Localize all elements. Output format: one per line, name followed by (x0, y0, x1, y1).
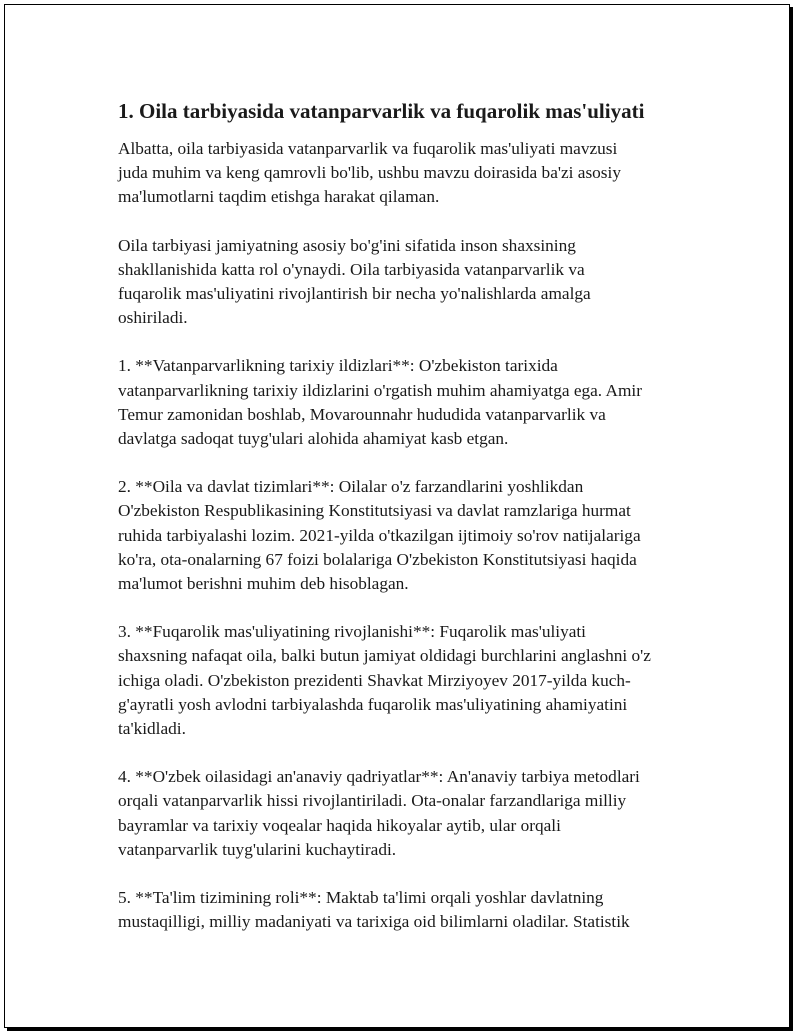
document-page (4, 4, 790, 1028)
text-line: fuqarolik mas'uliyatini rivojlantirish bir necha yo'nalishlarda amalga (118, 284, 591, 304)
text-line: ma'lumotlarni taqdim etishga harakat qilaman. (118, 187, 440, 207)
text-line: 2. **Oila va davlat tizimlari**: Oilalar o'z farzandlarini yoshlikdan (118, 477, 584, 497)
text-line: bayramlar va tarixiy voqealar haqida hikoyalar aytib, ular orqali (118, 815, 561, 835)
text-line: mustaqilligi, milliy madaniyati va tarixiga oid bilimlarni oladilar. Statistik (118, 912, 630, 932)
text-line: g'ayratli yosh avlodni tarbiyalashda fuqarolik mas'uliyatining ahamiyatini (118, 694, 628, 714)
text-line: vatanparvarlikning tarixiy ildizlarini o'rgatish muhim ahamiyatga ega. Amir (118, 380, 642, 400)
text-line: davlatga sadoqat tuyg'ulari alohida ahamiyat kasb etgan. (118, 429, 509, 449)
paragraph-intro (118, 137, 684, 210)
paragraph-point-3 (118, 620, 684, 741)
paragraph-point-4 (118, 765, 684, 862)
text-line: Oila tarbiyasi jamiyatning asosiy bo'g'ini sifatida inson shaxsining (118, 235, 576, 255)
text-line: ta'kidladi. (118, 719, 186, 739)
text-line: 5. **Ta'lim tizimining roli**: Maktab ta'limi orqali yoshlar davlatning (118, 888, 604, 908)
text-line: 3. **Fuqarolik mas'uliyatining rivojlanishi**: Fuqarolik mas'uliyati (118, 622, 586, 642)
text-line: shaxsning nafaqat oila, balki butun jamiyat oldidagi burchlarini anglashni o'z (118, 646, 651, 666)
text-line: 1. **Vatanparvarlikning tarixiy ildizlari**: O'zbekiston tarixida (118, 356, 558, 376)
paragraph-point-1 (118, 354, 684, 451)
paragraph-overview (118, 234, 684, 331)
text-line: 4. **O'zbek oilasidagi an'anaviy qadriyatlar**: An'anaviy tarbiya metodlari (118, 767, 640, 787)
text-line: shakllanishida katta rol o'ynaydi. Oila tarbiyasida vatanparvarlik va (118, 259, 585, 279)
text-line: O'zbekiston Respublikasining Konstitutsiyasi va davlat ramzlariga hurmat (118, 501, 631, 521)
document-title: 1. Oila tarbiyasida vatanparvarlik va fuqarolik mas'uliyati (118, 99, 645, 123)
text-line: orqali vatanparvarlik hissi rivojlantiriladi. Ota-onalar farzandlariga milliy (118, 791, 627, 811)
text-line: Albatta, oila tarbiyasida vatanparvarlik va fuqarolik mas'uliyati mavzusi (118, 139, 618, 158)
text-line: ruhida tarbiyalashi lozim. 2021-yilda o'tkazilgan ijtimoiy so'rov natijalariga (118, 525, 641, 545)
text-line: ko'ra, ota-onalarning 67 foizi bolalariga O'zbekiston Konstitutsiyasi haqida (118, 549, 637, 569)
text-line: oshiriladi. (118, 308, 188, 328)
text-line: ma'lumot berishni muhim deb hisoblagan. (118, 574, 409, 594)
paragraph-point-2 (118, 475, 684, 596)
document-body (118, 96, 684, 958)
text-line: vatanparvarlik tuyg'ularini kuchaytiradi. (118, 839, 397, 859)
text-line: juda muhim va keng qamrovli bo'lib, ushbu mavzu doirasida ba'zi asosiy (118, 163, 621, 183)
text-line: ichiga oladi. O'zbekiston prezidenti Shavkat Mirziyoyev 2017-yilda kuch- (118, 670, 631, 690)
paragraph-point-5 (118, 886, 684, 934)
text-line: Temur zamonidan boshlab, Movarounnahr hududida vatanparvarlik va (118, 404, 606, 424)
